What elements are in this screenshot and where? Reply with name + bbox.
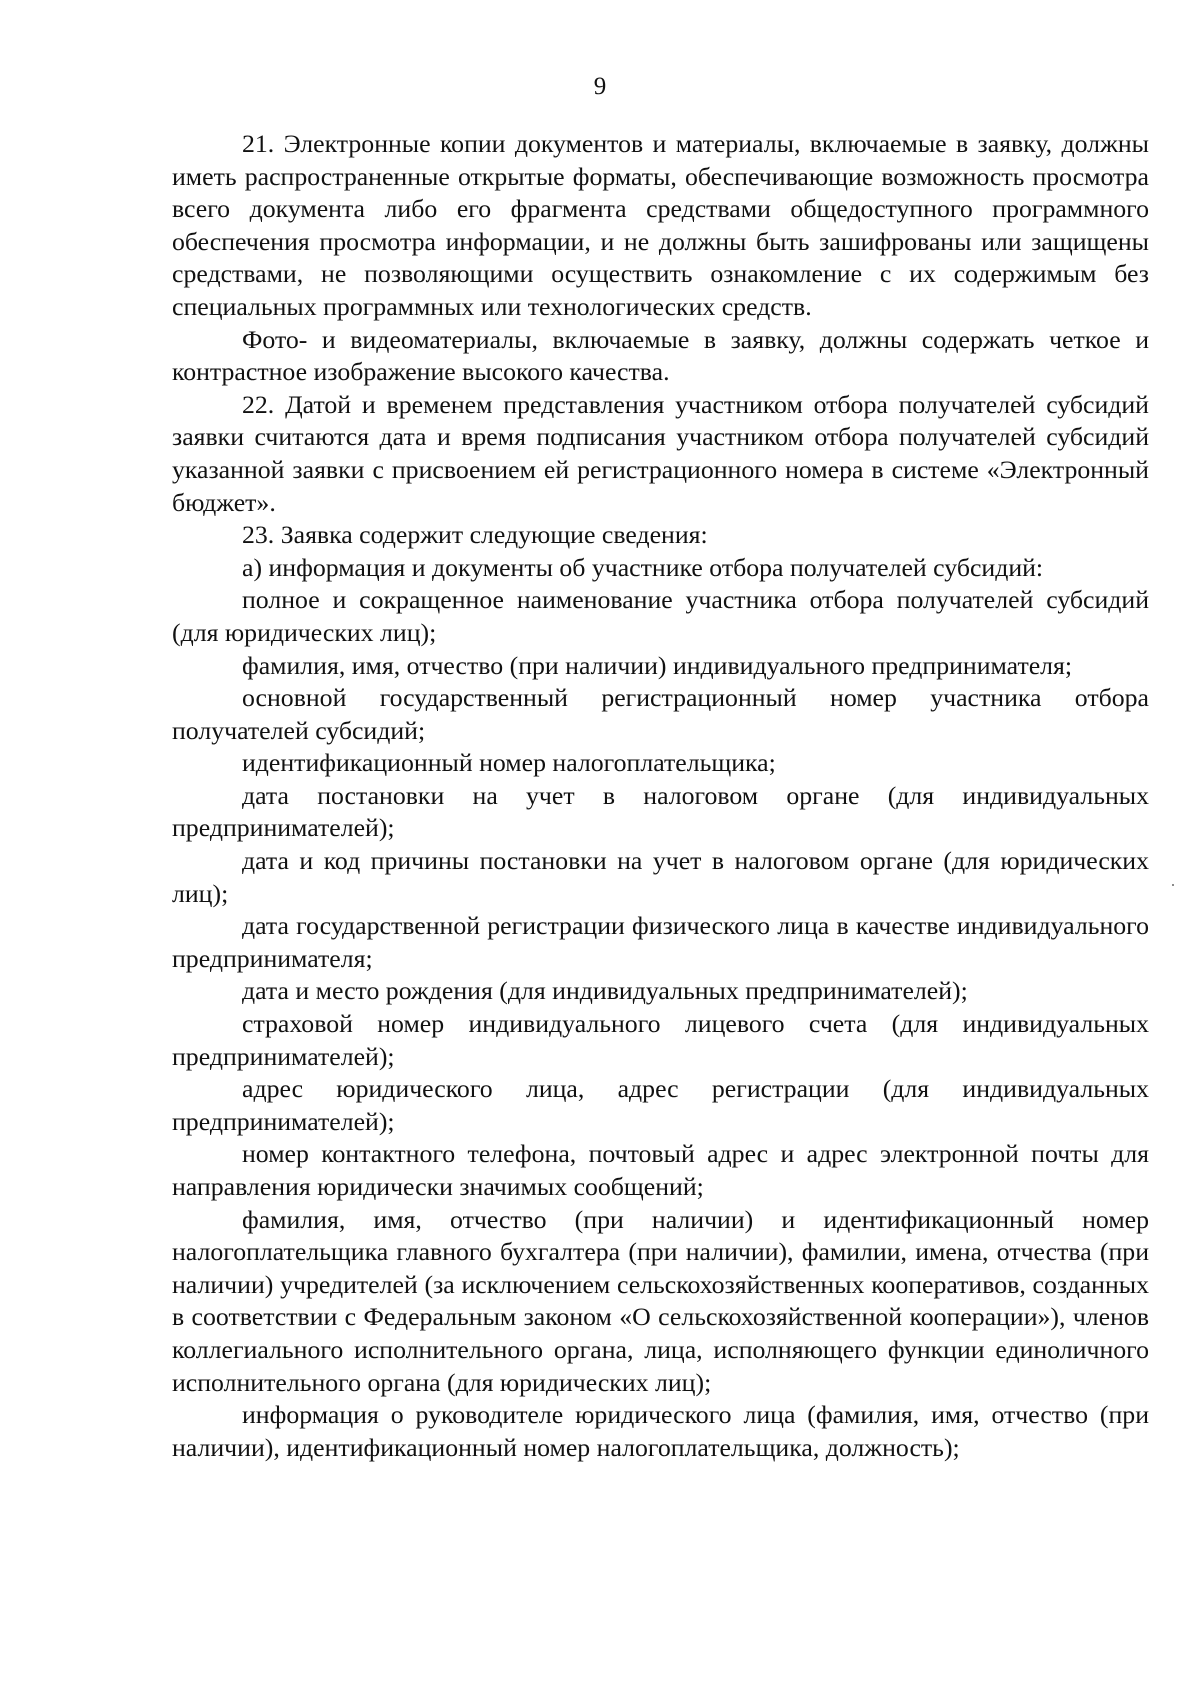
- list-item-inn: идентификационный номер налогоплательщика;: [242, 748, 776, 778]
- list-item-director: информация о руководителе юридического лица (фамилия, имя, отчество (при наличии), идентификационный номер налогоплательщика, должность);: [172, 1400, 1149, 1462]
- list-item-ogrn: основной государственный регистрационный номер участника отбора получателей субсидий;: [172, 683, 1149, 745]
- list-item-full-name: фамилия, имя, отчество (при наличии) индивидуального предпринимателя;: [242, 650, 1073, 680]
- page-number: 9: [593, 73, 607, 100]
- list-item-state-registration-date: дата государственной регистрации физического лица в качестве индивидуального предпринимателя;: [172, 911, 1149, 973]
- paragraph-22: 22. Датой и временем представления участником отбора получателей субсидий заявки считаются дата и время подписания участником отбора получателей субсидий указанной заявки с присвоением ей регистрационного номера в системе «Электронный бюджет».: [172, 389, 1149, 517]
- list-item-accountant-founders: фамилия, имя, отчество (при наличии) и идентификационный номер налогоплательщика главного бухгалтера (при наличии), фамилии, имена, отчества (при наличии) учредителей (за исключением сельскохозяйственных кооперативов, созданных в соответствии с Федеральным законом «О сельскохозяйственной кооперации»), членов коллегиального исполнительного органа, лица, исполняющего функции единоличного исполнительного органа (для юридических лиц);: [172, 1204, 1149, 1397]
- paragraph-21: 21. Электронные копии документов и материалы, включаемые в заявку, должны иметь распространенные открытые форматы, обеспечивающие возможность просмотра всего документа либо его фрагмента средствами общедоступного программного обеспечения просмотра информации, и не должны быть зашифрованы или защищены средствами, не позволяющими осуществить ознакомление с их содержимым без специальных программных или технологических средств.: [172, 129, 1149, 321]
- list-item-birth-date-place: дата и место рождения (для индивидуальных предпринимателей);: [242, 976, 968, 1006]
- document-body: [172, 128, 1149, 1464]
- list-item-name: полное и сокращенное наименование участника отбора получателей субсидий (для юридических лиц);: [172, 585, 1149, 647]
- list-item-snils: страховой номер индивидуального лицевого счета (для индивидуальных предпринимателей);: [172, 1009, 1149, 1071]
- scan-speck: [1172, 884, 1174, 886]
- list-item-tax-registration-date: дата постановки на учет в налоговом органе (для индивидуальных предпринимателей);: [172, 780, 1149, 843]
- list-item-tax-registration-code: дата и код причины постановки на учет в налоговом органе (для юридических лиц);: [172, 846, 1149, 908]
- paragraph-23: 23. Заявка содержит следующие сведения:: [242, 520, 708, 550]
- list-item-address: адрес юридического лица, адрес регистрации (для индивидуальных предпринимателей);: [172, 1074, 1149, 1136]
- paragraph-23-a: а) информация и документы об участнике отбора получателей субсидий:: [242, 552, 1044, 582]
- list-item-contacts: номер контактного телефона, почтовый адрес и адрес электронной почты для направления юридически значимых сообщений;: [172, 1139, 1149, 1201]
- paragraph-photo-video: Фото- и видеоматериалы, включаемые в заявку, должны содержать четкое и контрастное изображение высокого качества.: [172, 324, 1149, 387]
